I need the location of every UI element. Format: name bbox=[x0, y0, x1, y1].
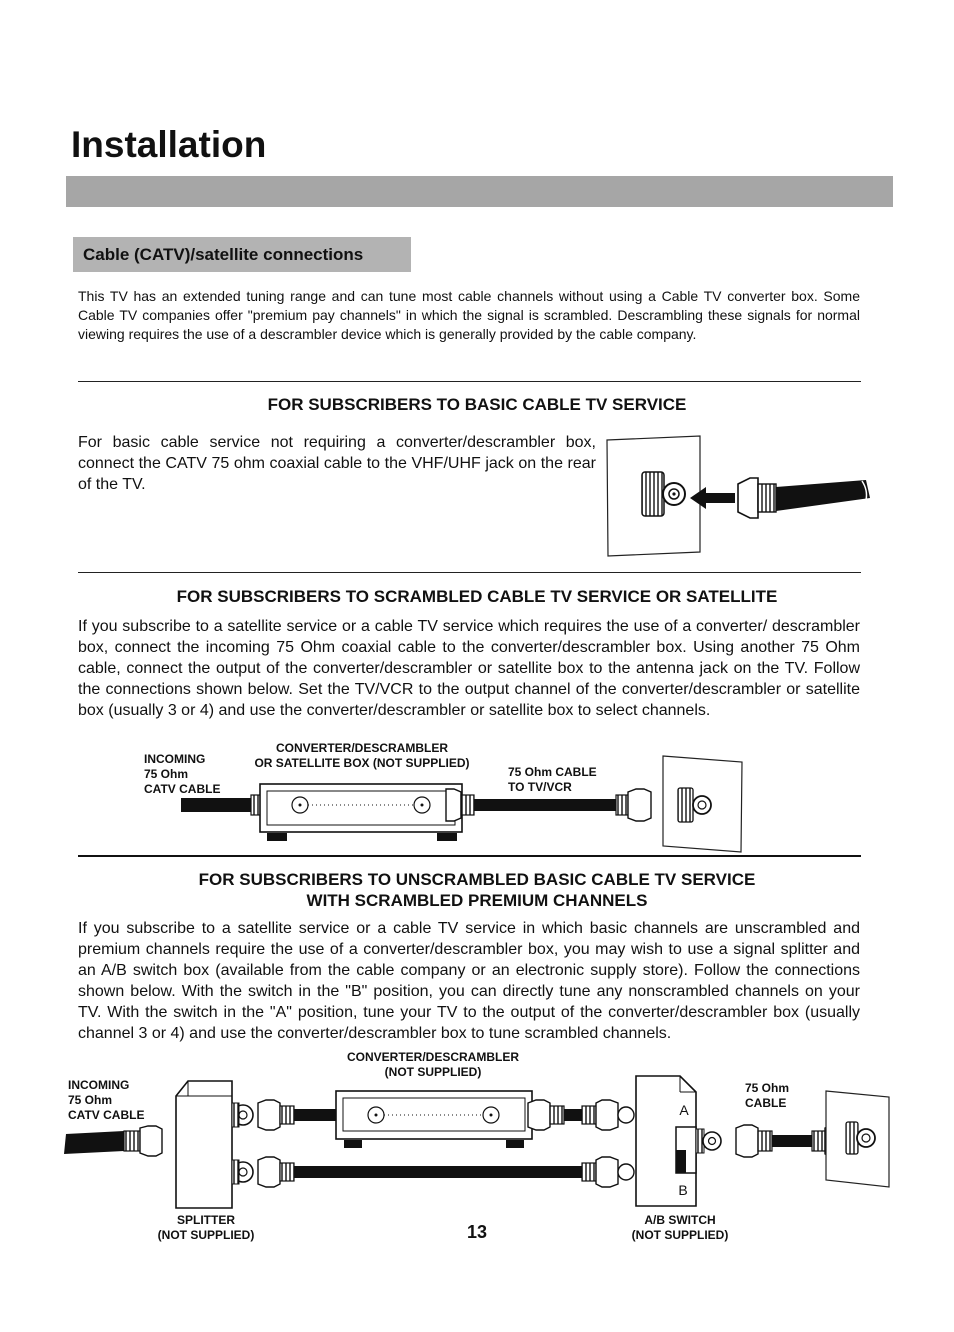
label-incoming-cable: INCOMING 75 Ohm CATV CABLE bbox=[68, 1078, 145, 1122]
basic-heading: FOR SUBSCRIBERS TO BASIC CABLE TV SERVICE bbox=[267, 395, 687, 414]
unscrambled-heading-line1: FOR SUBSCRIBERS TO UNSCRAMBLED BASIC CABLE TV SERVICE bbox=[198, 870, 756, 889]
bypass-cable bbox=[294, 1166, 582, 1178]
section-label: Cable (CATV)/satellite connections bbox=[73, 237, 411, 272]
coax-plug-icon bbox=[582, 1100, 618, 1130]
coax-plug-icon bbox=[616, 789, 651, 821]
splitter-diagram bbox=[64, 1076, 889, 1208]
coax-plug-icon bbox=[258, 1157, 294, 1187]
label-converter-box: CONVERTER/DESCRAMBLER OR SATELLITE BOX (NOT SUPPLIED) bbox=[254, 741, 470, 770]
label-cable-to-tv: 75 Ohm CABLE TO TV/VCR bbox=[508, 765, 597, 794]
unscrambled-paragraph: If you subscribe to a satellite service or a cable TV service in which basic channels are unscrambled and premium channels require the use of a converter/descrambler box, you may wish to use a signal splitter and an A/B switch box (available from the cable company or an electronic supply store). Follow the connections shown below. With the switch in the "B" position, you can directly tune any nonscrambled channels on your TV. With the switch in the "A" position, tune your TV to the output of the converter/descrambler box (usually channel 3 or 4) and use the converter/descrambler box to tune scrambled channels. bbox=[78, 920, 860, 1042]
coax-plug-icon bbox=[736, 1125, 772, 1157]
page-number: 13 bbox=[466, 1222, 488, 1242]
incoming-cable bbox=[64, 1131, 124, 1154]
basic-cable-diagram bbox=[607, 436, 870, 556]
incoming-cable bbox=[181, 798, 251, 812]
label-incoming-cable: INCOMING 75 Ohm CATV CABLE bbox=[144, 752, 221, 796]
output-cable bbox=[474, 799, 616, 811]
label-splitter: SPLITTER (NOT SUPPLIED) bbox=[157, 1213, 255, 1242]
scrambled-heading: FOR SUBSCRIBERS TO SCRAMBLED CABLE TV SERVICE OR SATELLITE bbox=[176, 587, 778, 606]
ab-switch-box bbox=[618, 1076, 721, 1206]
coax-plug-icon bbox=[446, 789, 474, 821]
label-ab-switch: A/B SWITCH (NOT SUPPLIED) bbox=[631, 1213, 729, 1242]
switch-label-a: A bbox=[679, 1102, 689, 1118]
coax-plug-icon bbox=[528, 1100, 564, 1130]
scrambled-diagram bbox=[181, 756, 742, 852]
coax-plug-icon bbox=[258, 1100, 294, 1130]
switch-label-b: B bbox=[678, 1182, 688, 1198]
splitter-box bbox=[176, 1081, 253, 1208]
coax-plug-icon bbox=[738, 478, 776, 518]
coax-plug-icon bbox=[124, 1126, 162, 1156]
tv-cable bbox=[772, 1135, 812, 1147]
unscrambled-heading-line2: WITH SCRAMBLED PREMIUM CHANNELS bbox=[306, 891, 648, 910]
label-converter-descrambler: CONVERTER/DESCRAMBLER (NOT SUPPLIED) bbox=[346, 1050, 519, 1079]
coax-plug-icon bbox=[582, 1157, 618, 1187]
label-75ohm-cable: 75 Ohm CABLE bbox=[745, 1081, 790, 1110]
coax-cable bbox=[776, 480, 870, 511]
basic-paragraph: For basic cable service not requiring a converter/descrambler box, connect the CATV 75 ohm coaxial cable to the VHF/UHF jack on the rear of the TV. bbox=[78, 434, 596, 493]
scrambled-paragraph: If you subscribe to a satellite service or a cable TV service which requires the use of a converter/ descrambler box, connect the incoming 75 Ohm coaxial cable to the converter/descrambler box. Using another 75 Ohm cable, connect the output of the converter/descrambler or satellite box to the antenna jack on the TV. Follow the connections shown below. Set the TV/VCR to the output channel of the converter/descrambler or satellite box (usually 3 or 4) and use the converter/descrambler or satellite box to select channels. bbox=[78, 618, 860, 719]
page-title: Installation bbox=[71, 124, 267, 165]
intro-paragraph: This TV has an extended tuning range and can tune most cable channels without using a Cable TV converter box. Some Cable TV companies offer "premium pay channels" in which the signal is scrambled. Descrambling these signals for normal viewing requires the use of a descrambler device which is generally provided by the cable company. bbox=[78, 288, 860, 342]
